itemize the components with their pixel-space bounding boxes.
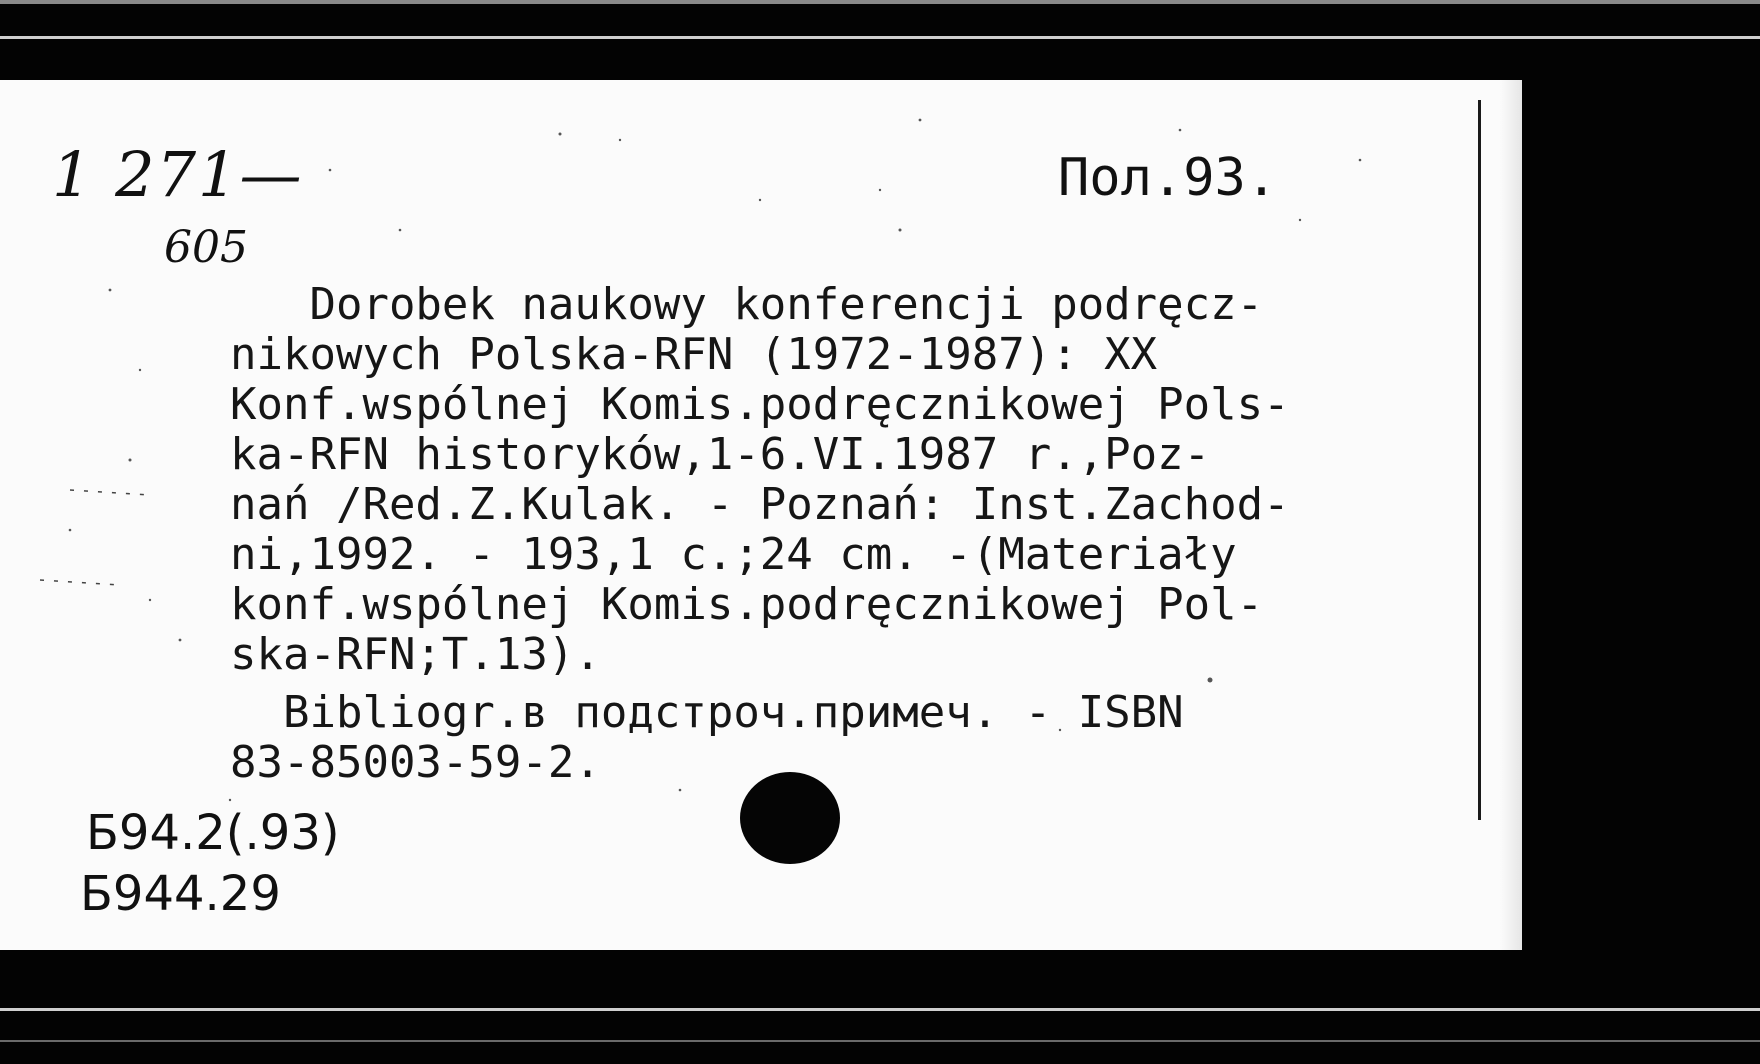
entry-line: ni,1992. - 193,1 c.;24 cm. -(Materiały (230, 529, 1237, 580)
typed-classification-stamp: Пол.93. (1058, 148, 1278, 208)
entry-line: nań /Red.Z.Kulak. - Poznań: Inst.Zachod- (230, 479, 1290, 530)
entry-line: konf.wspólnej Komis.podręcznikowej Pol- (230, 579, 1264, 630)
handwritten-shelf-code: Б944.29 (80, 866, 281, 922)
bottom-film-line (0, 1008, 1760, 1011)
entry-line: Konf.wspólnej Komis.podręcznikowej Pols- (230, 379, 1290, 430)
entry-line: nikowych Polska-RFN (1972-1987): XX (230, 329, 1158, 380)
handwritten-sub-number: 605 (164, 222, 248, 273)
punch-hole (740, 772, 840, 864)
entry-line: 83-85003-59-2. (230, 737, 601, 788)
entry-line: Bibliogr.в подстроч.примеч. - ISBN (230, 687, 1184, 738)
entry-line: ka-RFN historyków,1-6.VI.1987 r.,Poz- (230, 429, 1211, 480)
entry-line: Dorobek naukowy konferencji podręcz- (230, 279, 1264, 330)
handwritten-shelf-code: Б94.2(.93) (86, 805, 340, 861)
top-film-line (0, 36, 1760, 39)
top-film-edge (0, 0, 1760, 4)
handwritten-accession-number: 1 271— (52, 138, 304, 211)
entry-line: ska-RFN;T.13). (230, 629, 601, 680)
bottom-film-edge (0, 1040, 1760, 1042)
typed-bibliographic-entry (230, 280, 1480, 788)
